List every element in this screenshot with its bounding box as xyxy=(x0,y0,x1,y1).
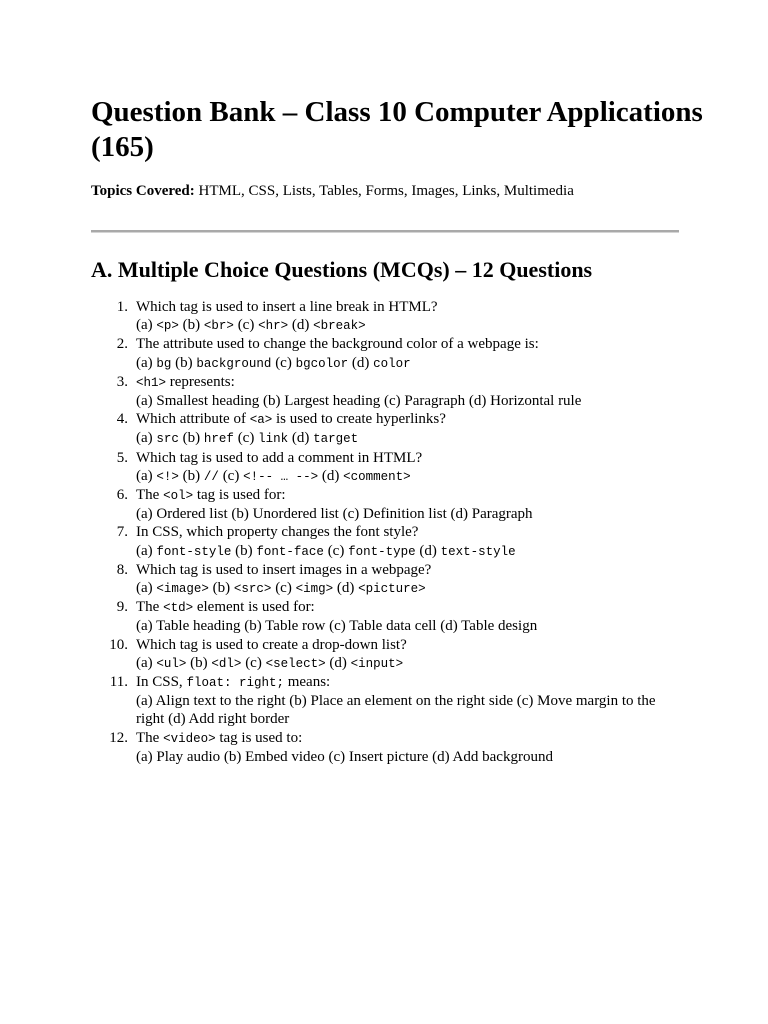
text-run: (d) xyxy=(325,654,351,671)
code-snippet: font-type xyxy=(348,544,416,559)
text-run: Which tag is used to create a drop-down list? xyxy=(136,636,407,653)
code-snippet: bg xyxy=(156,356,172,371)
code-snippet: font-face xyxy=(256,544,324,559)
question-number: 6. xyxy=(116,487,128,504)
question-number: 1. xyxy=(116,299,128,315)
text-run: Which tag is used to insert images in a webpage? xyxy=(136,561,432,578)
code-snippet: <!-- … --> xyxy=(243,469,319,484)
question-item xyxy=(0,523,676,560)
text-run: (d) xyxy=(348,354,374,371)
question-options xyxy=(136,692,676,728)
question-item xyxy=(0,373,676,410)
question-options xyxy=(136,429,676,448)
text-run: (b) xyxy=(208,580,234,597)
code-snippet: background xyxy=(196,356,272,371)
question-number: 11. xyxy=(109,674,128,691)
code-snippet: <comment> xyxy=(343,469,411,484)
code-snippet: src xyxy=(156,432,179,447)
text-run: (a) xyxy=(136,317,157,334)
question-item xyxy=(0,410,676,448)
question-text xyxy=(136,410,676,429)
text-run: The xyxy=(136,599,164,616)
text-run: Which tag is used to insert a line break in HTML? xyxy=(136,299,438,315)
section-heading-mcqs: A. Multiple Choice Questions (MCQs) – 12 Questions xyxy=(91,257,593,282)
text-run: (c) xyxy=(271,354,296,371)
question-options xyxy=(136,542,676,561)
question-number: 12. xyxy=(109,729,128,746)
horizontal-divider xyxy=(91,230,679,233)
page-title: Question Bank – Class 10 Computer Applications (165) xyxy=(91,96,703,163)
code-snippet: <picture> xyxy=(358,582,426,597)
question-text xyxy=(136,298,676,316)
text-run: (c) xyxy=(323,542,349,559)
code-snippet: color xyxy=(373,356,411,371)
question-item xyxy=(0,335,676,372)
text-run: (d) xyxy=(288,317,314,334)
text-run: Which attribute of xyxy=(136,411,250,428)
topics-value: HTML, CSS, Lists, Tables, Forms, Images, Links, Multimedia xyxy=(194,183,574,199)
text-run: means: xyxy=(283,674,331,691)
question-list xyxy=(0,298,768,766)
code-snippet: font-style xyxy=(156,544,232,559)
text-run: (a) Ordered list (b) Unordered list (c) Definition list (d) Paragraph xyxy=(136,506,533,523)
text-run: (a) xyxy=(136,580,157,597)
question-text xyxy=(136,523,676,541)
code-snippet: <image> xyxy=(156,582,209,597)
topics-covered xyxy=(91,181,711,201)
question-number: 4. xyxy=(116,411,128,428)
question-text xyxy=(136,449,676,467)
text-run: (a) xyxy=(136,654,157,671)
question-options xyxy=(136,579,676,598)
question-number: 10. xyxy=(109,636,128,653)
question-item xyxy=(0,598,676,635)
text-run: (d) xyxy=(333,580,359,597)
text-run: (a) Align text to the right (b) Place an element on the right side (c) Move margin to the right (d) Add right border xyxy=(136,693,656,728)
text-run: (a) Table heading (b) Table row (c) Table data cell (d) Table design xyxy=(136,618,538,635)
code-snippet: <video> xyxy=(163,731,216,746)
code-snippet: <td> xyxy=(163,601,194,616)
text-run: (a) Play audio (b) Embed video (c) Insert picture (d) Add background xyxy=(136,748,553,765)
text-run: The attribute used to change the background color of a webpage is: xyxy=(136,336,539,353)
question-number: 7. xyxy=(116,524,128,541)
text-run: In CSS, xyxy=(136,674,187,691)
question-item xyxy=(0,298,676,335)
text-run: tag is used for: xyxy=(193,487,286,504)
text-run: Which tag is used to add a comment in HTML? xyxy=(136,449,423,466)
question-text xyxy=(136,561,676,579)
code-snippet: <p> xyxy=(156,319,179,334)
code-snippet: <ul> xyxy=(156,656,187,671)
question-options xyxy=(136,392,676,410)
code-snippet: // xyxy=(203,469,219,484)
code-snippet: <ol> xyxy=(163,489,194,504)
text-run: (c) xyxy=(218,467,244,484)
text-run: (a) xyxy=(136,430,157,447)
code-snippet: <src> xyxy=(233,582,272,597)
text-run: (b) xyxy=(231,542,257,559)
question-text xyxy=(136,373,676,392)
code-snippet: href xyxy=(203,432,234,447)
question-text xyxy=(136,636,676,654)
text-run: element is used for: xyxy=(193,599,315,616)
question-item xyxy=(0,486,676,523)
text-run: (a) xyxy=(136,542,157,559)
code-snippet: <input> xyxy=(350,656,404,671)
text-run: The xyxy=(136,487,164,504)
topics-label: Topics Covered: xyxy=(91,183,195,199)
question-item xyxy=(0,636,676,673)
question-number: 8. xyxy=(116,561,128,578)
text-run: (d) xyxy=(288,430,314,447)
code-snippet: <hr> xyxy=(258,319,289,334)
text-run: (b) xyxy=(178,430,204,447)
code-snippet: <br> xyxy=(203,319,234,334)
text-run: (d) xyxy=(415,542,441,559)
question-options xyxy=(136,505,676,523)
question-options xyxy=(136,316,676,335)
text-run: (b) xyxy=(186,654,212,671)
question-number: 3. xyxy=(116,373,128,390)
code-snippet: <break> xyxy=(313,319,366,334)
code-snippet: <a> xyxy=(249,413,273,428)
text-run: is used to create hyperlinks? xyxy=(272,411,446,428)
text-run: (a) xyxy=(136,354,157,371)
code-snippet: target xyxy=(313,432,359,447)
text-run: (c) xyxy=(271,580,296,597)
text-run: (c) xyxy=(233,317,259,334)
question-item xyxy=(0,449,676,486)
question-number: 5. xyxy=(116,449,128,466)
question-text xyxy=(136,673,676,692)
text-run: (b) xyxy=(171,354,197,371)
code-snippet: <h1> xyxy=(136,375,167,390)
question-item xyxy=(0,673,676,729)
text-run: (a) Smallest heading (b) Largest heading (c) Paragraph (d) Horizontal rule xyxy=(136,393,582,410)
text-run: (d) xyxy=(318,467,344,484)
question-options xyxy=(136,617,676,635)
text-run: (a) xyxy=(136,467,157,484)
question-number: 9. xyxy=(116,599,128,616)
text-run: In CSS, which property changes the font style? xyxy=(136,524,419,541)
text-run: (c) xyxy=(233,430,259,447)
question-number: 2. xyxy=(116,336,128,353)
code-snippet: <!> xyxy=(156,469,179,484)
question-text xyxy=(136,335,676,353)
code-snippet: bgcolor xyxy=(295,356,349,371)
text-run: (b) xyxy=(178,317,204,334)
question-options xyxy=(136,467,676,486)
question-options xyxy=(136,748,676,766)
text-run: (c) xyxy=(241,654,266,671)
code-snippet: link xyxy=(258,432,289,447)
text-run: tag is used to: xyxy=(215,729,303,746)
code-snippet: float: right; xyxy=(186,676,284,691)
code-snippet: text-style xyxy=(440,544,516,559)
question-text xyxy=(136,486,676,505)
code-snippet: <select> xyxy=(265,656,326,671)
text-run: represents: xyxy=(166,373,235,390)
question-text xyxy=(136,598,676,617)
question-item xyxy=(0,729,676,766)
text-run: The xyxy=(136,729,164,746)
code-snippet: <dl> xyxy=(211,656,242,671)
text-run: (b) xyxy=(178,467,204,484)
question-options xyxy=(136,654,676,673)
question-item xyxy=(0,561,676,598)
question-options xyxy=(136,354,676,373)
code-snippet: <img> xyxy=(295,582,334,597)
question-text xyxy=(136,729,676,748)
